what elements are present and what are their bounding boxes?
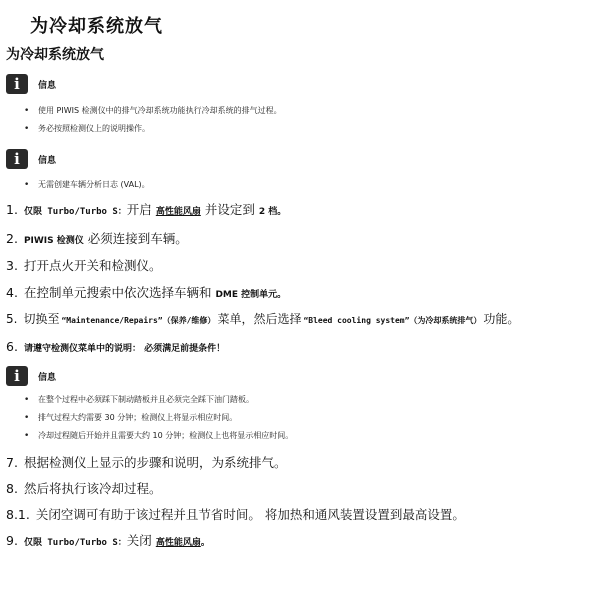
info-block-1-header <box>6 74 56 94</box>
info-icon: i <box>6 149 28 169</box>
step-number: 6. <box>6 339 18 354</box>
menu-term: “Maintenance/Repairs”（保养/维修） <box>61 316 216 325</box>
bullet-icon: • <box>24 412 30 423</box>
step-2 <box>6 229 188 247</box>
bullet-text: 冷却过程随后开始并且需要大约 10 分钟；检测仪上也将显示相应时间。 <box>38 431 294 440</box>
bullet-text: 排气过程大约需要 30 分钟；检测仪上将显示相应时间。 <box>38 413 238 422</box>
info-block-3-header <box>6 366 56 386</box>
bullet-icon: • <box>24 123 30 134</box>
dme-control-unit-term: DME 控制单元。 <box>215 290 287 300</box>
step-text: 必须连接到车辆。 <box>87 231 188 246</box>
step-3 <box>6 256 161 274</box>
bullet-text: 务必按照检测仪上的说明操作。 <box>38 124 150 133</box>
step-text: 打开点火开关和检测仪。 <box>23 258 162 273</box>
step-number: 8.1. <box>6 507 30 522</box>
list-item <box>24 394 254 405</box>
step-1 <box>6 200 286 218</box>
step-value: 2 档。 <box>258 207 287 217</box>
info-icon: i <box>6 74 28 94</box>
step-text: 请遵守检测仪菜单中的说明： 必须满足前提条件！ <box>23 344 226 354</box>
step-text: 开启 <box>126 202 152 217</box>
step-text: 菜单，然后选择 <box>217 312 302 326</box>
list-item <box>24 123 150 134</box>
bullet-text: 在整个过程中必须踩下制动踏板并且必须完全踩下油门踏板。 <box>38 395 254 404</box>
step-text: 。 <box>200 538 210 548</box>
info-icon: i <box>6 366 28 386</box>
page-title: 为冷却系统放气 <box>30 16 163 37</box>
bullet-text: 无需创建车辆分析日志 (VAL)。 <box>38 180 150 189</box>
step-8 <box>6 479 161 497</box>
step-text: 在控制单元搜索中依次选择车辆和 <box>23 285 212 300</box>
step-6 <box>6 339 225 354</box>
step-number: 4. <box>6 285 18 300</box>
function-term: “Bleed cooling system”（为冷却系统排气） <box>303 316 482 325</box>
step-number: 8. <box>6 481 18 496</box>
step-number: 1. <box>6 202 18 217</box>
bullet-icon: • <box>24 179 30 190</box>
step-text: 切换至 <box>23 312 60 326</box>
step-number: 7. <box>6 455 18 470</box>
step-text: 关闭 <box>126 533 152 548</box>
step-number: 3. <box>6 258 18 273</box>
step-text: 然后将执行该冷却过程。 <box>23 481 162 496</box>
step-5 <box>6 310 519 327</box>
step-condition: 仅限 Turbo/Turbo S： <box>23 538 127 548</box>
info-label: 信息 <box>38 80 57 91</box>
list-item <box>24 430 293 441</box>
info-label: 信息 <box>38 372 57 383</box>
step-text: 并设定到 <box>204 202 255 217</box>
step-number: 5. <box>6 312 18 326</box>
bullet-icon: • <box>24 430 30 441</box>
step-text: 关闭空调可有助于该过程并且节省时间。 将加热和通风装置设置到最高设置。 <box>35 507 465 522</box>
list-item <box>24 412 237 423</box>
step-9 <box>6 531 210 549</box>
step-number: 9. <box>6 533 18 548</box>
piwis-term: PIWIS 检测仪 <box>23 236 84 246</box>
bullet-icon: • <box>24 394 30 405</box>
section-title: 为冷却系统放气 <box>6 47 104 63</box>
step-4 <box>6 283 286 301</box>
info-label: 信息 <box>38 155 57 166</box>
bullet-text: 使用 PIWIS 检测仪中的排气冷却系统功能执行冷却系统的排气过程。 <box>38 106 282 115</box>
high-performance-fan-term: 高性能风扇 <box>155 538 201 548</box>
list-item <box>24 179 150 190</box>
step-text: 功能。 <box>483 312 520 326</box>
bullet-icon: • <box>24 105 30 116</box>
high-performance-fan-term: 高性能风扇 <box>155 207 201 217</box>
step-number: 2. <box>6 231 18 246</box>
step-7 <box>6 453 286 471</box>
step-text: 根据检测仪上显示的步骤和说明，为系统排气。 <box>23 455 287 470</box>
info-block-2-header <box>6 149 56 169</box>
step-condition: 仅限 Turbo/Turbo S： <box>23 207 127 217</box>
step-8-1 <box>6 505 465 523</box>
list-item <box>24 105 282 116</box>
